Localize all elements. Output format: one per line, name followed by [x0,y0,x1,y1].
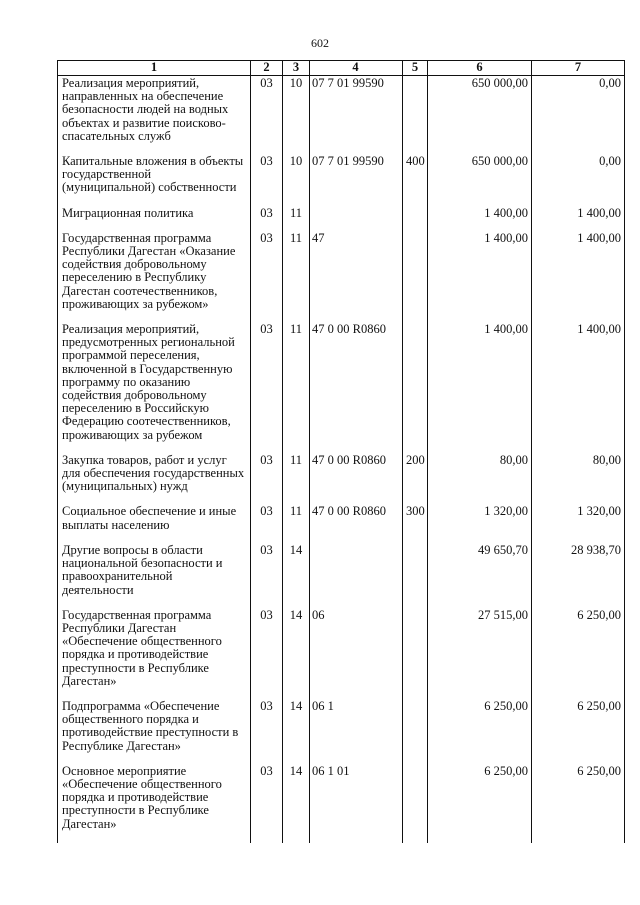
table-row [58,76,625,156]
row-expense-type: 400 [403,155,428,207]
table-row [58,700,625,765]
table-row [58,232,625,323]
row-subsection: 11 [283,323,310,454]
row-subsection: 14 [283,765,310,843]
page-number: 602 [311,36,329,50]
row-section: 03 [251,505,283,543]
row-section: 03 [251,207,283,232]
row-name: Миграционная политика [58,207,251,232]
row-section: 03 [251,544,283,609]
row-amount-2: 1 320,00 [532,505,625,543]
row-target-code: 06 [310,609,403,700]
table-row [58,323,625,454]
row-section: 03 [251,76,283,156]
col-header-3: 3 [283,61,310,76]
col-header-7: 7 [532,61,625,76]
row-amount-1: 80,00 [428,454,532,506]
row-target-code [310,544,403,609]
row-expense-type [403,700,428,765]
row-subsection: 14 [283,544,310,609]
table-row [58,155,625,207]
row-target-code: 07 7 01 99590 [310,76,403,156]
row-subsection: 10 [283,155,310,207]
row-amount-2: 0,00 [532,76,625,156]
row-subsection: 11 [283,207,310,232]
table-row [58,454,625,506]
table-row [58,544,625,609]
row-amount-1: 1 400,00 [428,207,532,232]
row-target-code: 07 7 01 99590 [310,155,403,207]
row-subsection: 10 [283,76,310,156]
row-amount-2: 80,00 [532,454,625,506]
row-subsection: 14 [283,609,310,700]
row-section: 03 [251,765,283,843]
budget-table [57,60,625,843]
row-name: Социальное обеспечение и иные выплаты населению [58,505,251,543]
row-expense-type [403,323,428,454]
col-header-5: 5 [403,61,428,76]
row-expense-type [403,544,428,609]
row-amount-2: 1 400,00 [532,207,625,232]
row-name: Реализация мероприятий, направленных на обеспечение безопасности людей на водных объектах и развитие поисково-спасательных служб [58,76,251,156]
row-section: 03 [251,232,283,323]
col-header-4: 4 [310,61,403,76]
row-amount-1: 49 650,70 [428,544,532,609]
row-amount-1: 1 320,00 [428,505,532,543]
row-subsection: 11 [283,454,310,506]
table-header-row [58,61,625,76]
row-name: Реализация мероприятий, предусмотренных региональной программой переселения, включенной в Государственную программу по оказанию содействия добровольному переселению в Российскую Федерацию соотечественников, проживающих за рубежом [58,323,251,454]
table-row [58,207,625,232]
col-header-1: 1 [58,61,251,76]
row-amount-1: 1 400,00 [428,323,532,454]
row-amount-1: 6 250,00 [428,700,532,765]
row-name: Основное мероприятие «Обеспечение общественного порядка и противодействие преступности в Республике Дагестан» [58,765,251,843]
table-row [58,609,625,700]
row-amount-2: 28 938,70 [532,544,625,609]
row-amount-2: 1 400,00 [532,323,625,454]
row-section: 03 [251,700,283,765]
row-subsection: 11 [283,232,310,323]
row-name: Государственная программа Республики Дагестан «Обеспечение общественного порядка и противодействие преступности в Республике Дагестан» [58,609,251,700]
col-header-2: 2 [251,61,283,76]
row-target-code: 47 0 00 R0860 [310,323,403,454]
row-expense-type [403,76,428,156]
row-target-code: 47 [310,232,403,323]
row-expense-type: 200 [403,454,428,506]
col-header-6: 6 [428,61,532,76]
row-target-code [310,207,403,232]
row-amount-2: 6 250,00 [532,609,625,700]
table-row [58,505,625,543]
row-name: Капитальные вложения в объекты государственной (муниципальной) собственности [58,155,251,207]
row-name: Другие вопросы в области национальной безопасности и правоохранительной деятельности [58,544,251,609]
row-amount-1: 6 250,00 [428,765,532,843]
row-amount-2: 6 250,00 [532,700,625,765]
table-row [58,765,625,843]
row-name: Закупка товаров, работ и услуг для обеспечения государственных (муниципальных) нужд [58,454,251,506]
row-target-code: 06 1 [310,700,403,765]
row-expense-type [403,765,428,843]
row-expense-type [403,232,428,323]
row-name: Подпрограмма «Обеспечение общественного порядка и противодействие преступности в Республике Дагестан» [58,700,251,765]
row-target-code: 47 0 00 R0860 [310,505,403,543]
row-section: 03 [251,323,283,454]
row-name: Государственная программа Республики Дагестан «Оказание содействия добровольному переселению в Республику Дагестан соотечественников, проживающих за рубежом» [58,232,251,323]
row-amount-2: 1 400,00 [532,232,625,323]
row-target-code: 06 1 01 [310,765,403,843]
row-subsection: 14 [283,700,310,765]
row-amount-1: 650 000,00 [428,155,532,207]
row-amount-2: 0,00 [532,155,625,207]
row-amount-2: 6 250,00 [532,765,625,843]
row-subsection: 11 [283,505,310,543]
row-expense-type: 300 [403,505,428,543]
row-amount-1: 27 515,00 [428,609,532,700]
row-amount-1: 1 400,00 [428,232,532,323]
row-amount-1: 650 000,00 [428,76,532,156]
row-section: 03 [251,609,283,700]
row-target-code: 47 0 00 R0860 [310,454,403,506]
row-expense-type [403,609,428,700]
row-section: 03 [251,454,283,506]
row-expense-type [403,207,428,232]
row-section: 03 [251,155,283,207]
